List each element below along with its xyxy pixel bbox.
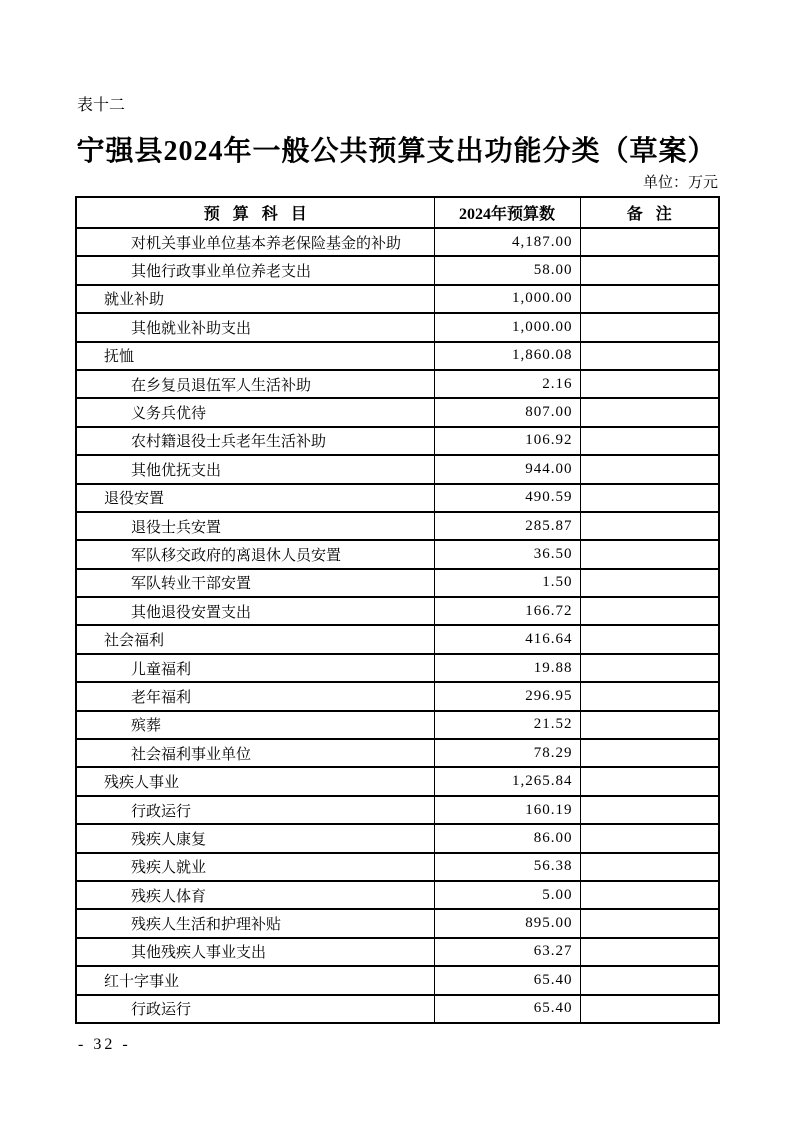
remark-cell xyxy=(580,995,719,1023)
amount-cell: 944.00 xyxy=(434,455,580,483)
subject-cell: 就业补助 xyxy=(76,285,434,313)
subject-cell: 退役安置 xyxy=(76,484,434,512)
remark-cell xyxy=(580,625,719,653)
table-caption: 表十二 xyxy=(77,97,126,114)
remark-cell xyxy=(580,909,719,937)
amount-cell: 1.50 xyxy=(434,569,580,597)
remark-cell xyxy=(580,342,719,370)
subject-cell: 残疾人就业 xyxy=(76,853,434,881)
subject-cell: 对机关事业单位基本养老保险基金的补助 xyxy=(76,228,434,256)
subject-cell: 残疾人生活和护理补贴 xyxy=(76,909,434,937)
remark-cell xyxy=(580,966,719,994)
remark-cell xyxy=(580,569,719,597)
unit-label: 单位：万元 xyxy=(642,175,718,191)
remark-cell xyxy=(580,455,719,483)
table-row xyxy=(76,625,719,653)
amount-cell: 58.00 xyxy=(434,256,580,284)
budget-table-body xyxy=(76,228,719,1023)
remark-cell xyxy=(580,228,719,256)
remark-cell xyxy=(580,767,719,795)
amount-cell: 65.40 xyxy=(434,995,580,1023)
subject-cell: 农村籍退役士兵老年生活补助 xyxy=(76,427,434,455)
table-row xyxy=(76,313,719,341)
subject-cell: 退役士兵安置 xyxy=(76,512,434,540)
subject-cell: 军队转业干部安置 xyxy=(76,569,434,597)
budget-table-header xyxy=(76,197,719,228)
remark-cell xyxy=(580,540,719,568)
amount-cell: 106.92 xyxy=(434,427,580,455)
subject-cell: 义务兵优待 xyxy=(76,398,434,426)
subject-cell: 残疾人事业 xyxy=(76,767,434,795)
table-row xyxy=(76,398,719,426)
amount-cell: 807.00 xyxy=(434,398,580,426)
table-row xyxy=(76,682,719,710)
page-number: - 32 - xyxy=(78,1036,131,1053)
remark-cell xyxy=(580,682,719,710)
table-row xyxy=(76,597,719,625)
table-row xyxy=(76,455,719,483)
subject-cell: 儿童福利 xyxy=(76,654,434,682)
subject-cell: 行政运行 xyxy=(76,796,434,824)
amount-cell: 5.00 xyxy=(434,881,580,909)
subject-cell: 其他就业补助支出 xyxy=(76,313,434,341)
subject-cell: 老年福利 xyxy=(76,682,434,710)
remark-cell xyxy=(580,824,719,852)
amount-cell: 65.40 xyxy=(434,966,580,994)
subject-cell: 其他残疾人事业支出 xyxy=(76,938,434,966)
amount-cell: 1,265.84 xyxy=(434,767,580,795)
budget-table xyxy=(75,196,720,1024)
amount-cell: 166.72 xyxy=(434,597,580,625)
remark-cell xyxy=(580,398,719,426)
amount-cell: 63.27 xyxy=(434,938,580,966)
remark-cell xyxy=(580,484,719,512)
amount-cell: 4,187.00 xyxy=(434,228,580,256)
amount-cell: 78.29 xyxy=(434,739,580,767)
table-row xyxy=(76,285,719,313)
subject-cell: 其他退役安置支出 xyxy=(76,597,434,625)
table-row xyxy=(76,796,719,824)
table-row xyxy=(76,569,719,597)
subject-cell: 残疾人康复 xyxy=(76,824,434,852)
table-row xyxy=(76,881,719,909)
subject-cell: 行政运行 xyxy=(76,995,434,1023)
table-row xyxy=(76,512,719,540)
amount-cell: 285.87 xyxy=(434,512,580,540)
subject-cell: 其他行政事业单位养老支出 xyxy=(76,256,434,284)
amount-cell: 1,000.00 xyxy=(434,313,580,341)
table-row xyxy=(76,342,719,370)
column-header-subject: 预 算 科 目 xyxy=(76,197,434,228)
page-title: 宁强县2024年一般公共预算支出功能分类（草案） xyxy=(76,136,717,167)
remark-cell xyxy=(580,256,719,284)
table-row xyxy=(76,427,719,455)
table-row xyxy=(76,739,719,767)
remark-cell xyxy=(580,853,719,881)
subject-cell: 残疾人体育 xyxy=(76,881,434,909)
amount-cell: 86.00 xyxy=(434,824,580,852)
amount-cell: 2.16 xyxy=(434,370,580,398)
amount-cell: 416.64 xyxy=(434,625,580,653)
table-row xyxy=(76,484,719,512)
subject-cell: 社会福利 xyxy=(76,625,434,653)
table-row xyxy=(76,370,719,398)
remark-cell xyxy=(580,370,719,398)
column-header-budget-2024: 2024年预算数 xyxy=(434,197,580,228)
amount-cell: 19.88 xyxy=(434,654,580,682)
subject-cell: 其他优抚支出 xyxy=(76,455,434,483)
table-row xyxy=(76,966,719,994)
amount-cell: 296.95 xyxy=(434,682,580,710)
remark-cell xyxy=(580,285,719,313)
table-row xyxy=(76,824,719,852)
table-row xyxy=(76,711,719,739)
table-row xyxy=(76,256,719,284)
table-row xyxy=(76,995,719,1023)
amount-cell: 895.00 xyxy=(434,909,580,937)
amount-cell: 490.59 xyxy=(434,484,580,512)
subject-cell: 军队移交政府的离退休人员安置 xyxy=(76,540,434,568)
amount-cell: 36.50 xyxy=(434,540,580,568)
remark-cell xyxy=(580,512,719,540)
table-row xyxy=(76,853,719,881)
table-row xyxy=(76,909,719,937)
column-header-remark: 备 注 xyxy=(580,197,719,228)
table-row xyxy=(76,767,719,795)
subject-cell: 社会福利事业单位 xyxy=(76,739,434,767)
remark-cell xyxy=(580,938,719,966)
subject-cell: 殡葬 xyxy=(76,711,434,739)
table-row xyxy=(76,938,719,966)
remark-cell xyxy=(580,796,719,824)
table-row xyxy=(76,654,719,682)
amount-cell: 1,860.08 xyxy=(434,342,580,370)
subject-cell: 红十字事业 xyxy=(76,966,434,994)
amount-cell: 1,000.00 xyxy=(434,285,580,313)
remark-cell xyxy=(580,597,719,625)
remark-cell xyxy=(580,711,719,739)
table-row xyxy=(76,228,719,256)
subject-cell: 抚恤 xyxy=(76,342,434,370)
remark-cell xyxy=(580,313,719,341)
amount-cell: 21.52 xyxy=(434,711,580,739)
amount-cell: 160.19 xyxy=(434,796,580,824)
header-row xyxy=(76,197,719,228)
subject-cell: 在乡复员退伍军人生活补助 xyxy=(76,370,434,398)
remark-cell xyxy=(580,739,719,767)
table-row xyxy=(76,540,719,568)
amount-cell: 56.38 xyxy=(434,853,580,881)
remark-cell xyxy=(580,654,719,682)
remark-cell xyxy=(580,427,719,455)
remark-cell xyxy=(580,881,719,909)
